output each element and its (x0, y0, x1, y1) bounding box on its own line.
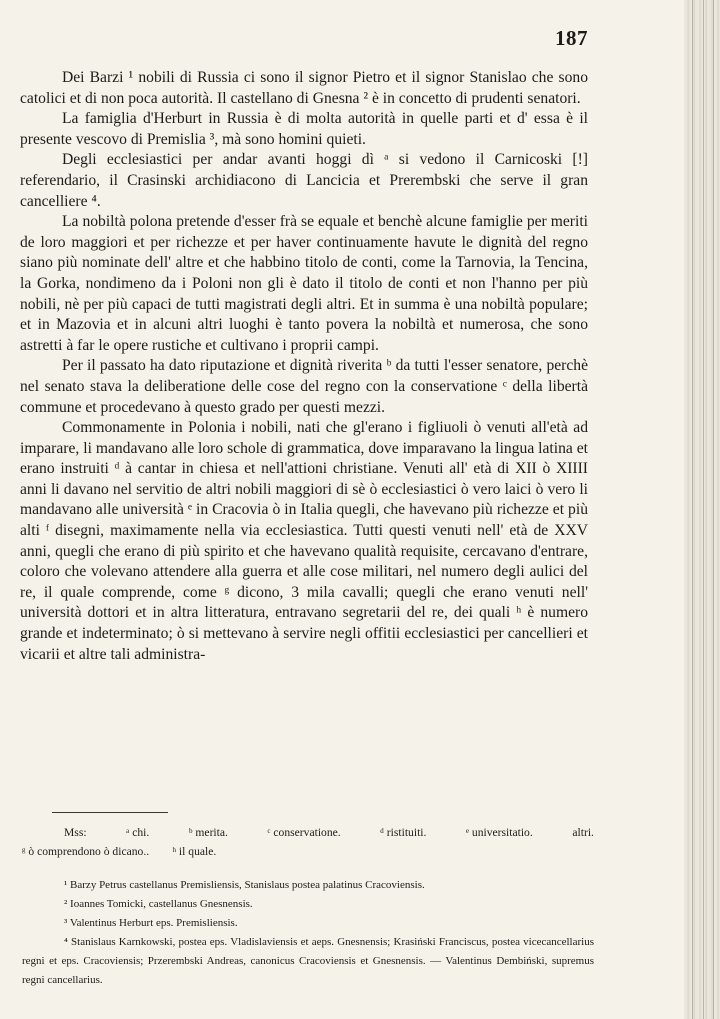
critical-apparatus (22, 823, 594, 861)
apparatus-entry: ᵈ ristituiti. (380, 826, 427, 839)
paragraph-commonamente: Commonamente in Polonia i nobili, nati che gl'erano i figliuoli ò venuti all'età ad imparare, li mandavano alle loro schole di grammatica, dove imparavano la lingua latina et erano instruiti ᵈ à cantar in chiesa et nell'attioni christiane. Venuti all' età di XII ò XIIII anni li davano nel servitio de altri nobili maggiori di sè ò ecclesiastici ò vero laici ò vero li mandavano alle università ᵉ in Cracovia ò in Italia quegli, che havevano più richezze et più alti ᶠ disegni, maximamente nella via ecclesiastica. Tutti questi venuti nell' età de XXV anni, quegli che erano di più spirito et che havevano qualità requisite, cercavano d'entrare, coloro che volevano attendere alla guerra et alle cose militari, nel numero degli aulici del re, il quale comprende, come ᵍ dicono, 3 mila cavalli; quegli che erano venuti nell' università dottori et in altra litteratura, entravano segretarii del re, dei quali ʰ è numero grande et indeterminato; ò si mettevano à servire negli offitii ecclesiastici per cancellieri et vicarii et altre tali administra- (20, 419, 588, 663)
footnote-4: ⁴ Stanislaus Karnkowski, postea eps. Vladislaviensis et aeps. Gnesnensis; Krasiński Franciscus, postea vicecancellarius regni et eps. Cracoviensis; Przerembski Andreas, canonicus Cracoviensis et Gnesnensis. — Valentinus Dembiński, supremus regni cancellarius. (22, 936, 594, 986)
footnotes (22, 876, 594, 990)
apparatus-label: Mss: (64, 826, 87, 839)
apparatus-entry: ᵇ merita. (188, 826, 228, 839)
paragraph-passato: Per il passato ha dato riputazione et dignità riverita ᵇ da tutti l'esser senatore, perchè nel senato stava la deliberatione delle cose del regno con la conservatione ᶜ della libertà commune et procedevano à questo grado per questi mezzi. (20, 357, 588, 416)
page-edge-scan-artifact (684, 0, 720, 1019)
apparatus-line (22, 842, 594, 861)
footnote-1: ¹ Barzy Petrus castellanus Premisliensis, Stanislaus postea palatinus Cracoviensis. (64, 879, 425, 891)
apparatus-line (22, 823, 594, 842)
footnote-3: ³ Valentinus Herburt eps. Premisliensis. (64, 917, 238, 929)
apparatus-entry: ᵉ universitatio. (466, 826, 533, 839)
apparatus-entry: ᶜ conservatione. (267, 826, 341, 839)
apparatus-entry: ᵃ chi. (126, 826, 150, 839)
paragraph-barzi: Dei Barzi ¹ nobili di Russia ci sono il signor Pietro et il signor Stanislao che sono catolici et di non poca autorità. Il castellano di Gnesna ² è in concetto di prudenti senatori. (20, 69, 588, 107)
footnote-2: ² Ioannes Tomicki, castellanus Gnesnensis. (64, 898, 253, 910)
paragraph-ecclesiastici: Degli ecclesiastici per andar avanti hoggi dì ᵃ si vedono il Carnicoski [!] referendario, il Crasinski archidiacono di Lancicia et Prerembski che serve il gran cancelliere ⁴. (20, 151, 588, 210)
main-text (20, 68, 588, 665)
paragraph-herburt: La famiglia d'Herburt in Russia è di molta autorità in quelle parti et d' essa è il presente vescovo di Premislia ³, mà sono homini quieti. (20, 110, 588, 148)
apparatus-entry: ᵍ ò comprendono ò dicano.. (22, 845, 150, 858)
footnote-divider (52, 812, 168, 813)
page-number: 187 (555, 26, 588, 50)
apparatus-entry: ʰ il quale. (172, 845, 217, 858)
paragraph-nobilta: La nobiltà polona pretende d'esser frà se equale et benchè alcune famiglie per meriti de loro maggiori et per richezze et per haver continuamente havute le dignità del regno siano più nominate dell' altre et che habbino titolo de conti, come la Tarnovia, la Tencina, la Gorka, nondimeno da i Poloni non gli è dato il titolo de conti et non l'hanno per più nobili, nè per più capaci de tutti magistrati degli altri. Et in summa è una nobiltà populare; et in Mazovia et in alcuni altri luoghi è tanto povera la nobiltà et numerosa, che sono astretti à far le opere rustiche et cultivano i proprii campi. (20, 213, 588, 354)
apparatus-entry: altri. (572, 826, 594, 839)
